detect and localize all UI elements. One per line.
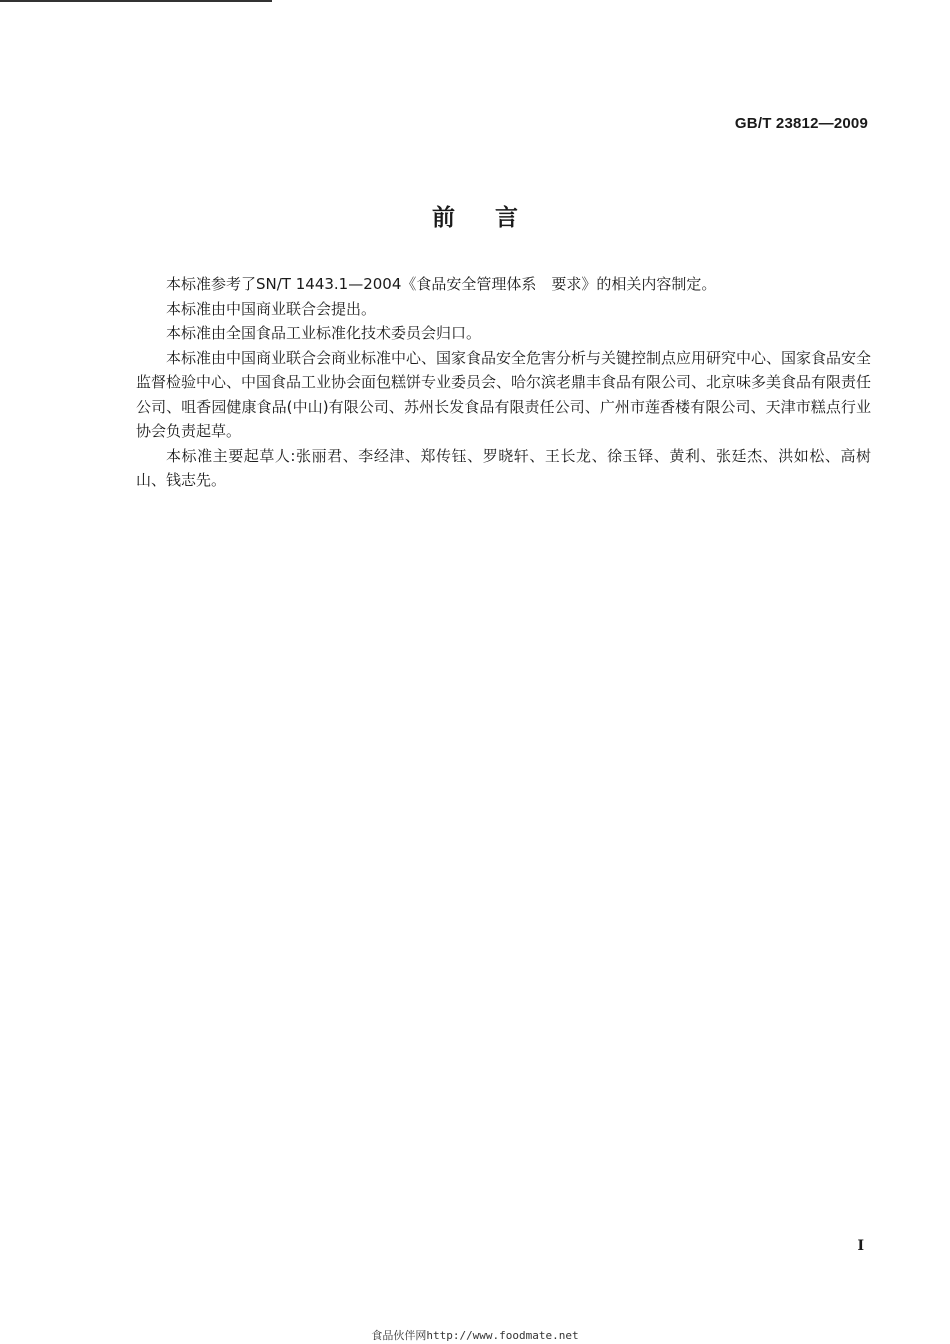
footer-watermark: 食品伙伴网http://www.foodmate.net — [371, 1329, 579, 1342]
page-title: 前言 — [432, 205, 558, 231]
paragraph-centralized-by: 本标准由全国食品工业标准化技术委员会归口。 — [166, 324, 482, 342]
paragraph-drafters: 本标准主要起草人:张丽君、李经津、郑传钰、罗晓轩、王长龙、徐玉铎、黄利、张廷杰、洪如松、高树山、钱志先。 — [136, 446, 871, 489]
foreword-body — [136, 272, 871, 493]
paragraph-proposed-by: 本标准由中国商业联合会提出。 — [166, 299, 377, 318]
paragraph-drafting-units: 本标准由中国商业联合会商业标准中心、国家食品安全危害分析与关键控制点应用研究中心、国家食品安全监督检验中心、中国食品工业协会面包糕饼专业委员会、哈尔滨老鼎丰食品有限公司、北京味多美食品有限责任公司、咀香园健康食品(中山)有限公司、苏州长发食品有限责任公司、广州市莲香楼有限公司、天津市糕点行业协会负责起草。 — [136, 348, 872, 440]
page-number: I — [857, 1238, 864, 1254]
top-rule — [0, 0, 272, 2]
paragraph-reference: 本标准参考了SN/T 1443.1—2004《食品安全管理体系 要求》的相关内容制定。 — [166, 275, 717, 293]
standard-number: GB/T 23812—2009 — [734, 115, 868, 132]
